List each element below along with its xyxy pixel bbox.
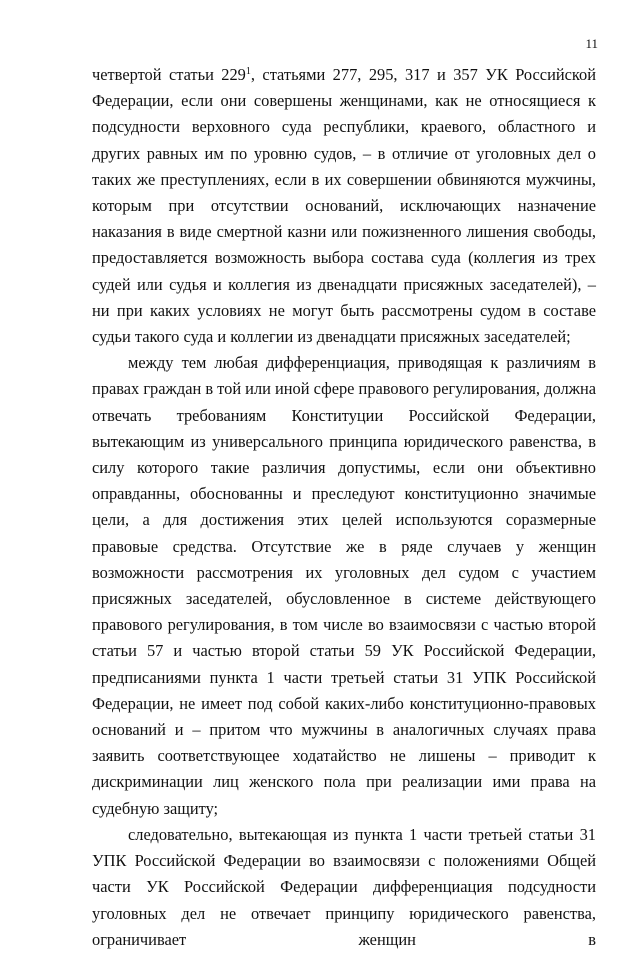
paragraph-differentiation: между тем любая дифференциация, приводящая к различиям в правах граждан в той или иной сфере правового регулирования, должна отвечать требованиям Конституции Российской Федерации, вытекающим из универсального принципа юридического равенства, в силу которого такие различия допустимы, если они объективно оправданны, обоснованны и преследуют конституционно значимые цели, а для достижения этих целей используются соразмерные правовые средства. Отсутствие же в ряде случаев у женщин возможности рассмотрения их уголовных дел судом с участием присяжных заседателей, обусловленное в системе действующего правового регулирования, в том числе во взаимосвязи с частью второй статьи 57 и частью второй статьи 59 УК Российской Федерации, предписаниями пункта 1 части третьей статьи 31 УПК Российской Федерации, не имеет под собой каких-либо конституционно-правовых оснований и – притом что мужчины в аналогичных случаях права заявить соответствующее ходатайство не лишены – приводит к дискриминации лиц женского пола при реализации ими права на судебную защиту;	[92, 353, 596, 818]
page-number: 11	[585, 36, 598, 51]
paragraph-text-after-superscript: , статьями 277, 295, 317 и 357 УК Российской Федерации, если они совершены женщинами, как не относящиеся к подсудности верховного суда республики, краевого, областного и других равных им по уровню судов, – в отличие от уголовных дел о таких же преступлениях, если в их совершении обвиняются мужчины, которым при отсутствии оснований, исключающих назначение наказания в виде смертной казни или пожизненного лишения свободы, предоставляется возможность выбора состава суда (коллегия из трех судей или судья и коллегия из двенадцати присяжных заседателей), – ни при каких условиях не могут быть рассмотрены судом в составе судьи такого суда и коллегии из двенадцати присяжных заседателей;	[92, 65, 596, 347]
paragraph-text-before-superscript: четвертой статьи 229	[92, 65, 246, 84]
paragraph-conclusion: следовательно, вытекающая из пункта 1 части третьей статьи 31 УПК Российской Федерации во взаимосвязи с положениями Общей части УК Российской Федерации дифференциация подсудности уголовных дел не отвечает принципу юридического равенства, ограничивает женщин в	[92, 824, 596, 949]
paragraph-continuation	[92, 62, 596, 350]
document-body	[92, 62, 596, 953]
superscript-marker: 1	[245, 66, 251, 77]
